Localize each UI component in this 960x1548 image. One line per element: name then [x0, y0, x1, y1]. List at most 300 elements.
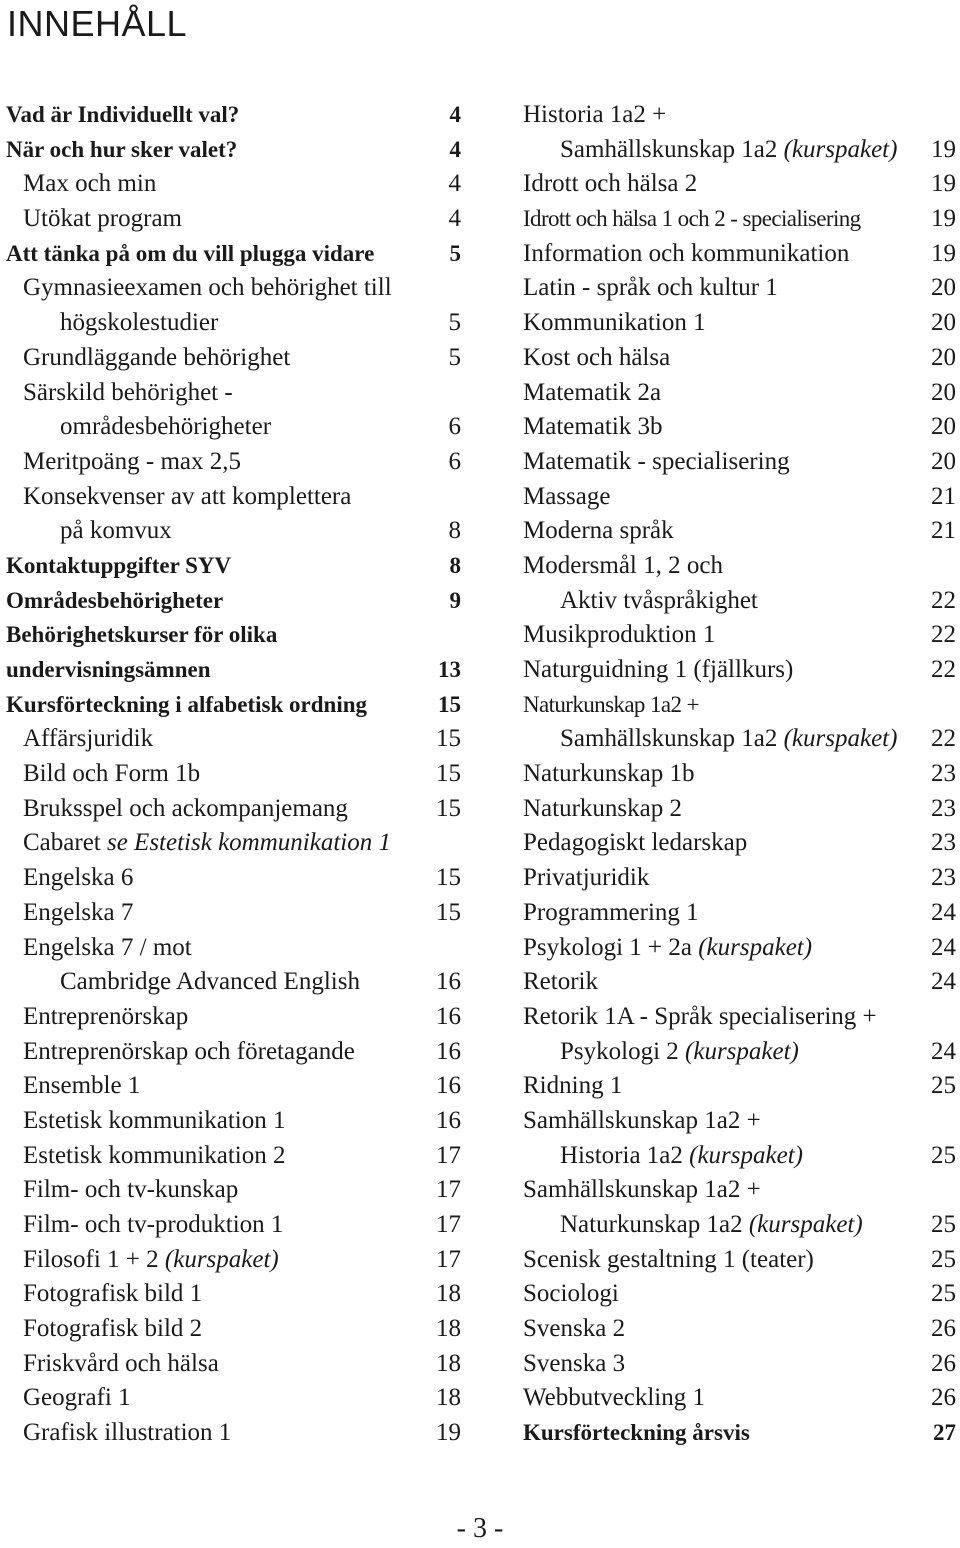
toc-entry-text: Matematik 3b: [523, 413, 663, 441]
toc-entry-note: (kurspaket): [783, 135, 898, 163]
toc-entry-text: Fotografisk bild 1: [23, 1280, 203, 1308]
toc-entry-text: Scenisk gestaltning 1 (teater): [523, 1245, 814, 1273]
toc-entry[interactable]: [523, 306, 956, 341]
toc-entry-text: Film- och tv-produktion 1: [23, 1211, 284, 1238]
toc-entry-text: Samhällskunskap 1a2: [560, 725, 784, 753]
toc-entry-text: Musikproduktion 1: [523, 621, 716, 649]
toc-entry-text: Filosofi 1 + 2: [23, 1245, 165, 1273]
toc-entry[interactable]: [523, 1416, 956, 1451]
toc-entry[interactable]: [6, 931, 461, 966]
toc-entry-page: 23: [931, 864, 956, 892]
toc-entry-text: Idrott och hälsa 2: [523, 170, 698, 198]
toc-entry-page: 22: [931, 656, 956, 683]
toc-entry-text: Särskild behörighet -: [23, 378, 233, 406]
toc-entry-page: 22: [931, 725, 956, 753]
toc-entry-title: [560, 1139, 803, 1174]
toc-entry[interactable]: [6, 757, 461, 792]
toc-entry-page: 15: [436, 864, 461, 892]
toc-entry-title: [23, 722, 153, 757]
toc-entry-title: [60, 410, 271, 445]
toc-entry-text: Historia 1a2: [560, 1141, 690, 1169]
toc-entry-page: 20: [931, 413, 956, 441]
toc-entry[interactable]: [6, 1277, 461, 1312]
toc-entry-page: 16: [436, 1002, 461, 1030]
toc-entry[interactable]: [6, 1035, 461, 1070]
toc-entry-text: Kost och hälsa: [523, 343, 671, 371]
toc-entry-title: [6, 584, 223, 619]
toc-entry-page: 20: [931, 309, 956, 337]
toc-entry-title: [6, 237, 374, 272]
toc-entry[interactable]: [6, 1208, 461, 1243]
toc-entry-text: Grundläggande behörighet: [23, 343, 291, 371]
toc-entry-text: Kursförteckning årsvis: [523, 1420, 750, 1446]
toc-entry-title: [23, 376, 233, 411]
toc-entry-page: 26: [931, 1315, 956, 1343]
toc-entry-page: 6: [448, 413, 461, 441]
toc-entry-title: [523, 514, 674, 549]
toc-entry-title: [23, 931, 192, 966]
toc-entry-title: [523, 549, 723, 584]
toc-entry[interactable]: [523, 98, 956, 133]
toc-entry-page: 19: [931, 170, 956, 198]
toc-entry[interactable]: [6, 965, 461, 1000]
toc-column-left: [6, 98, 461, 1451]
toc-entry-text: Behörighetskurser för olika: [6, 622, 278, 648]
toc-entry[interactable]: [523, 237, 956, 272]
toc-entry-text: Bruksspel och ackompanjemang: [23, 794, 348, 822]
toc-entry-text: Estetisk kommunikation 1: [23, 1106, 286, 1134]
toc-entry[interactable]: [6, 237, 461, 272]
toc-entry-page: 18: [436, 1384, 461, 1412]
toc-entry[interactable]: [6, 514, 461, 549]
toc-entry[interactable]: [6, 896, 461, 931]
toc-entry-title: [23, 861, 133, 896]
toc-entry-text: Psykologi 1 + 2a: [523, 933, 699, 961]
toc-entry[interactable]: [6, 549, 461, 584]
toc-entry-text: Områdesbehörigheter: [6, 587, 224, 613]
toc-entry-page: 19: [931, 135, 956, 163]
toc-entry-text: Webbutveckling 1: [523, 1384, 705, 1412]
toc-entry-text: Privatjuridik: [523, 864, 650, 892]
toc-entry-page: 8: [449, 552, 461, 578]
toc-entry[interactable]: [523, 861, 956, 896]
toc-entry[interactable]: [6, 861, 461, 896]
toc-entry[interactable]: [523, 1347, 956, 1382]
toc-entry-title: [60, 514, 172, 549]
toc-entry-title: [523, 896, 699, 931]
toc-entry-title: [523, 480, 610, 515]
toc-entry-title: [60, 306, 218, 341]
toc-entry-page: 24: [931, 1037, 956, 1065]
toc-entry[interactable]: [523, 202, 956, 237]
toc-entry-page: 5: [448, 343, 461, 371]
toc-entry-text: Naturkunskap 2: [523, 794, 682, 822]
toc-entry-title: [23, 167, 156, 202]
toc-entry-title: [23, 445, 241, 480]
toc-entry-title: [23, 1173, 238, 1208]
toc-entry-title: [523, 1000, 877, 1035]
toc-entry-text: Kontaktuppgifter SYV: [6, 552, 232, 578]
toc-entry-text: Historia 1a2 +: [523, 101, 667, 128]
toc-entry[interactable]: [523, 445, 956, 480]
toc-entry-title: [523, 1069, 622, 1104]
toc-entry-title: [560, 133, 897, 168]
toc-entry[interactable]: [523, 757, 956, 792]
toc-entry-text: Samhällskunskap 1a2 +: [523, 1176, 761, 1204]
toc-entry-text: Moderna språk: [523, 517, 674, 545]
toc-entry[interactable]: [6, 1000, 461, 1035]
toc-entry-page: 4: [448, 170, 461, 198]
toc-entry-title: [560, 1208, 863, 1243]
toc-entry[interactable]: [523, 133, 956, 168]
toc-entry-title: [23, 480, 351, 515]
toc-entry-text: Grafisk illustration 1: [23, 1419, 232, 1447]
toc-entry[interactable]: [523, 722, 956, 757]
toc-entry-title: [523, 826, 747, 861]
toc-entry-page: 22: [931, 621, 956, 649]
toc-entry-title: [523, 1416, 750, 1451]
toc-entry-text: Naturkunskap 1b: [523, 760, 695, 788]
toc-entry-title: [560, 1035, 799, 1070]
toc-entry-page: 23: [931, 829, 956, 857]
toc-entry-page: 9: [449, 587, 461, 613]
toc-entry-note: (kurspaket): [685, 1037, 799, 1065]
toc-entry-text: Engelska 6: [23, 864, 134, 892]
toc-entry-title: [23, 1243, 279, 1278]
toc-entry-title: [23, 202, 182, 237]
toc-entry-text: Gymnasieexamen och behörighet till: [23, 274, 392, 302]
toc-entry-title: [523, 1312, 625, 1347]
toc-entry-title: [60, 965, 360, 1000]
toc-entry-title: [523, 376, 661, 411]
toc-entry-page: 18: [436, 1280, 461, 1308]
toc-entry-page: 16: [436, 1072, 461, 1100]
toc-entry-page: 4: [449, 136, 461, 162]
toc-entry-text: Idrott och hälsa 1 och 2 - specialisering: [523, 206, 861, 232]
toc-entry[interactable]: [6, 98, 461, 133]
toc-entry[interactable]: [6, 410, 461, 445]
toc-entry[interactable]: [6, 445, 461, 480]
toc-entry-text: Programmering 1: [523, 898, 699, 926]
toc-entry[interactable]: [6, 376, 461, 411]
toc-entry-title: [523, 341, 670, 376]
toc-entry[interactable]: [6, 1139, 461, 1174]
toc-entry[interactable]: [6, 133, 461, 168]
toc-entry-text: Naturkunskap 1a2: [560, 1211, 749, 1238]
toc-entry-page: 20: [931, 274, 956, 302]
toc-entry[interactable]: [523, 792, 956, 827]
toc-entry-page: 24: [931, 933, 956, 961]
toc-entry-title: [523, 1243, 814, 1278]
toc-entry-title: [23, 757, 200, 792]
toc-entry-title: [6, 98, 239, 133]
toc-entry-text: Konsekvenser av att komplettera: [23, 482, 352, 510]
toc-entry-text: Naturkunskap 1a2 +: [523, 691, 699, 717]
toc-entry-title: [6, 653, 211, 688]
toc-entry-page: 27: [933, 1420, 956, 1446]
toc-entry-title: [23, 826, 391, 861]
toc-entry-page: 23: [931, 794, 956, 822]
toc-entry-text: Naturguidning 1 (fjällkurs): [523, 656, 794, 683]
toc-entry-page: 8: [448, 517, 461, 545]
toc-entry-text: Film- och tv-kunskap: [23, 1176, 239, 1204]
toc-entry-text: Kursförteckning i alfabetisk ordning: [6, 691, 368, 717]
toc-entry-title: [523, 1347, 625, 1382]
toc-entry-title: [23, 1208, 283, 1243]
toc-entry[interactable]: [6, 826, 461, 861]
toc-entry-text: Matematik - specialisering: [523, 447, 790, 475]
toc-entry-title: [523, 202, 861, 237]
toc-entry-title: [23, 792, 348, 827]
toc-entry-note: se Estetisk kommunikation 1: [106, 829, 391, 857]
toc-entry-text: Estetisk kommunikation 2: [23, 1141, 286, 1169]
toc-entry[interactable]: [523, 584, 956, 619]
toc-entry-text: högskolestudier: [60, 309, 219, 337]
toc-entry-page: 5: [449, 240, 461, 266]
toc-entry-page: 19: [931, 239, 956, 267]
toc-entry-title: [523, 792, 682, 827]
toc-entry-text: Affärsjuridik: [23, 725, 154, 753]
toc-entry-title: [23, 341, 290, 376]
toc-entry[interactable]: [6, 1104, 461, 1139]
toc-entry-text: Entreprenörskap och företagande: [23, 1037, 355, 1065]
toc-entry[interactable]: [523, 931, 956, 966]
toc-entry-page: 25: [931, 1141, 956, 1169]
toc-entry-text: Ensemble 1: [23, 1072, 141, 1100]
toc-entry[interactable]: [523, 1312, 956, 1347]
toc-entry-title: [23, 1069, 140, 1104]
toc-entry-page: 20: [931, 343, 956, 371]
toc-entry-title: [523, 965, 598, 1000]
toc-entry-title: [23, 1104, 286, 1139]
toc-entry[interactable]: [523, 826, 956, 861]
toc-entry-note: (kurspaket): [698, 933, 813, 961]
toc-entry-page: 21: [931, 482, 956, 510]
toc-entry-text: undervisningsämnen: [6, 657, 211, 682]
toc-entry-title: [523, 757, 695, 792]
toc-entry[interactable]: [523, 549, 956, 584]
toc-entry[interactable]: [6, 1243, 461, 1278]
toc-entry-page: 15: [436, 760, 461, 788]
toc-entry[interactable]: [523, 514, 956, 549]
toc-entry[interactable]: [523, 1000, 956, 1035]
toc-entry[interactable]: [523, 1069, 956, 1104]
toc-entry-title: [523, 861, 649, 896]
toc-entry[interactable]: [523, 1104, 956, 1139]
toc-entry-page: 21: [931, 517, 956, 545]
toc-entry[interactable]: [523, 896, 956, 931]
toc-entry-page: 19: [436, 1419, 461, 1447]
toc-entry-title: [560, 584, 758, 619]
toc-entry-title: [23, 1381, 131, 1416]
toc-entry-page: 22: [931, 586, 956, 614]
toc-entry[interactable]: [6, 202, 461, 237]
toc-entry-title: [23, 1277, 202, 1312]
toc-entry-page: 16: [436, 1106, 461, 1134]
toc-entry-title: [523, 618, 715, 653]
toc-entry-note: (kurspaket): [164, 1245, 279, 1273]
toc-entry-text: Retorik: [523, 968, 598, 996]
toc-entry[interactable]: [523, 480, 956, 515]
toc-entry[interactable]: [523, 1035, 956, 1070]
toc-entry-title: [23, 271, 392, 306]
toc-entry-page: 24: [931, 968, 956, 996]
toc-entry-text: Att tänka på om du vill plugga vidare: [6, 240, 375, 266]
toc-entry[interactable]: [6, 167, 461, 202]
toc-entry[interactable]: [6, 341, 461, 376]
toc-entry-page: 18: [436, 1349, 461, 1377]
toc-entry-title: [6, 549, 231, 584]
toc-entry-title: [23, 1035, 355, 1070]
toc-entry-text: Svenska 2: [523, 1315, 626, 1343]
toc-entry-page: 15: [438, 691, 461, 717]
toc-entry-title: [523, 445, 790, 480]
toc-entry[interactable]: [523, 1173, 956, 1208]
toc-entry-text: Svenska 3: [523, 1349, 626, 1377]
toc-entry[interactable]: [523, 1243, 956, 1278]
toc-entry[interactable]: [523, 1381, 956, 1416]
toc-entry-title: [523, 271, 778, 306]
toc-entry-text: Engelska 7 / mot: [23, 933, 192, 961]
toc-entry[interactable]: [523, 341, 956, 376]
toc-entry[interactable]: [523, 618, 956, 653]
toc-entry-page: 15: [436, 794, 461, 822]
toc-entry-page: 20: [931, 378, 956, 406]
toc-entry-title: [523, 1173, 761, 1208]
toc-entry-page: 5: [448, 309, 461, 337]
toc-entry[interactable]: [523, 167, 956, 202]
toc-entry-page: 4: [448, 205, 461, 233]
toc-entry-text: Latin - språk och kultur 1: [523, 274, 778, 302]
toc-entry[interactable]: [6, 271, 461, 306]
toc-entry-page: 25: [931, 1280, 956, 1308]
toc-entry[interactable]: [523, 653, 956, 688]
toc-entry-text: Retorik 1A - Språk specialisering +: [523, 1002, 877, 1030]
toc-entry-title: [23, 1312, 202, 1347]
toc-entry-page: 17: [436, 1211, 461, 1238]
toc-entry-text: Cabaret: [23, 829, 107, 857]
toc-entry-page: 4: [449, 102, 461, 127]
toc-entry[interactable]: [6, 1173, 461, 1208]
toc-entry-text: Engelska 7: [23, 898, 134, 926]
toc-entry[interactable]: [6, 1381, 461, 1416]
toc-entry-title: [6, 688, 367, 723]
toc-entry-page: 6: [448, 447, 461, 475]
toc-entry[interactable]: [523, 271, 956, 306]
toc-entry[interactable]: [6, 722, 461, 757]
toc-entry-text: Max och min: [23, 170, 157, 198]
page-number: - 3 -: [456, 1513, 504, 1544]
toc-entry-title: [523, 237, 849, 272]
toc-entry[interactable]: [6, 1069, 461, 1104]
toc-entry-page: 25: [931, 1072, 956, 1100]
toc-entry[interactable]: [6, 306, 461, 341]
toc-entry[interactable]: [6, 792, 461, 827]
toc-entry-text: på komvux: [60, 517, 172, 545]
toc-entry-title: [23, 1000, 188, 1035]
toc-entry[interactable]: [523, 965, 956, 1000]
toc-entry[interactable]: [6, 480, 461, 515]
toc-entry-title: [523, 688, 699, 723]
toc-entry-page: 23: [931, 760, 956, 788]
toc-entry-title: [523, 653, 793, 688]
toc-entry-title: [523, 1381, 705, 1416]
toc-entry-text: Psykologi 2: [560, 1037, 686, 1065]
toc-entry-text: Matematik 2a: [523, 378, 662, 406]
toc-entry-text: Samhällskunskap 1a2: [560, 135, 784, 163]
toc-entry[interactable]: [6, 584, 461, 619]
toc-entry-title: [6, 618, 277, 653]
toc-entry-text: Samhällskunskap 1a2 +: [523, 1106, 761, 1134]
toc-entry-page: 17: [436, 1141, 461, 1169]
toc-entry[interactable]: [6, 1312, 461, 1347]
toc-entry-title: [560, 722, 897, 757]
toc-entry-page: 16: [436, 968, 461, 996]
toc-entry-title: [523, 1277, 619, 1312]
toc-entry-text: Utökat program: [23, 205, 182, 233]
toc-entry[interactable]: [6, 688, 461, 723]
toc-entry[interactable]: [6, 618, 461, 653]
toc-entry[interactable]: [6, 1347, 461, 1382]
toc-entry-text: Friskvård och hälsa: [23, 1349, 219, 1377]
toc-entry[interactable]: [523, 688, 956, 723]
toc-column-right: [523, 98, 956, 1451]
toc-entry-note: (kurspaket): [783, 725, 898, 753]
toc-entry-title: [523, 410, 663, 445]
toc-entry-text: Fotografisk bild 2: [23, 1315, 203, 1343]
toc-entry-page: 25: [931, 1211, 956, 1238]
toc-entry[interactable]: [523, 410, 956, 445]
page-title: INNEHÅLL: [7, 3, 188, 44]
toc-entry-title: [23, 1347, 219, 1382]
toc-entry-text: Entreprenörskap: [23, 1002, 189, 1030]
toc-entry[interactable]: [6, 653, 461, 688]
toc-entry-text: Information och kommunikation: [523, 239, 850, 267]
toc-entry[interactable]: [523, 1208, 956, 1243]
toc-entry-text: Modersmål 1, 2 och: [523, 551, 723, 579]
toc-entry-text: områdesbehörigheter: [60, 413, 272, 441]
toc-entry-title: [523, 1104, 761, 1139]
toc-entry-title: [523, 931, 812, 966]
toc-entry-text: Sociologi: [523, 1280, 619, 1308]
toc-entry-page: 16: [436, 1037, 461, 1065]
toc-entry-page: 26: [931, 1384, 956, 1412]
toc-entry-page: 25: [931, 1245, 956, 1273]
toc-entry-text: Kommunikation 1: [523, 309, 706, 337]
toc-entry-text: Aktiv tvåspråkighet: [560, 586, 758, 614]
toc-entry-title: [23, 1139, 286, 1174]
toc-entry-text: Geografi 1: [23, 1384, 131, 1412]
toc-entry-title: [523, 98, 666, 133]
toc-entry-text: Massage: [523, 482, 611, 510]
toc-entry-page: 20: [931, 447, 956, 475]
toc-entry[interactable]: [6, 1416, 461, 1451]
toc-entry-page: 19: [931, 205, 956, 233]
toc-entry-title: [6, 133, 237, 168]
toc-entry-page: 26: [931, 1349, 956, 1377]
toc-entry-note: (kurspaket): [689, 1141, 803, 1169]
toc-entry-text: Pedagogiskt ledarskap: [523, 829, 748, 857]
toc-entry[interactable]: [523, 1139, 956, 1174]
toc-entry-text: Bild och Form 1b: [23, 760, 201, 788]
toc-entry[interactable]: [523, 1277, 956, 1312]
toc-entry-page: 13: [438, 657, 461, 682]
toc-entry-text: Vad är Individuellt val?: [6, 102, 240, 127]
toc-entry-title: [23, 896, 133, 931]
toc-entry-title: [523, 306, 706, 341]
toc-entry-page: 18: [436, 1315, 461, 1343]
toc-entry[interactable]: [523, 376, 956, 411]
